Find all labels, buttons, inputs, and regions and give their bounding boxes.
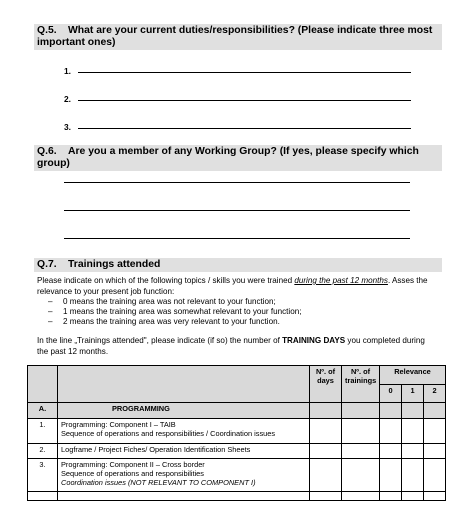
header-topic-cell: [58, 366, 310, 403]
q6-text: Are you a member of any Working Group? (If yes, please specify which group): [37, 146, 419, 169]
row-topic: [58, 419, 310, 444]
days-cell[interactable]: [310, 459, 342, 492]
q6-answer-line-2[interactable]: [64, 210, 410, 211]
q6-header: [34, 145, 442, 171]
q6-answer-line-3[interactable]: [64, 238, 410, 239]
cell: [424, 492, 446, 501]
rel-2-cell[interactable]: [424, 444, 446, 459]
days-cell[interactable]: [310, 419, 342, 444]
q5-answer-line-2[interactable]: [78, 100, 411, 101]
header-rel-1: 1: [402, 384, 424, 403]
days-cell[interactable]: [310, 444, 342, 459]
q6-number: Q.6.: [37, 146, 57, 157]
cell: [380, 492, 402, 501]
section-a-title: PROGRAMMING: [58, 403, 310, 419]
cell: [28, 492, 58, 501]
row-topic: [58, 459, 310, 492]
header-rel-0: 0: [380, 384, 402, 403]
bullet-text: 2 means the training area was very relevant to your function.: [63, 317, 280, 326]
cell: [310, 492, 342, 501]
q5-item-3-num: 3.: [64, 122, 71, 132]
cell: [310, 403, 342, 419]
q5-item-1-num: 1.: [64, 66, 71, 76]
q7-p1-text-end: . Asses the: [387, 276, 428, 285]
bullet-text: 1 means the training area was somewhat relevant to your function;: [63, 307, 302, 316]
row-num: 1.: [28, 419, 58, 444]
q7-p1-text: Please indicate on which of the following topics / skills you were trained: [37, 276, 295, 285]
header-rel-2: 2: [424, 384, 446, 403]
rel-2-cell[interactable]: [424, 459, 446, 492]
rel-1-cell[interactable]: [402, 459, 424, 492]
cell: [402, 492, 424, 501]
bullet-text: 0 means the training area was not relevant to your function;: [63, 297, 276, 306]
q5-answer-line-3[interactable]: [78, 128, 411, 129]
q5-item-2-num: 2.: [64, 94, 71, 104]
q5-number: Q.5.: [37, 25, 57, 36]
table-row: [28, 459, 446, 492]
q7-bullet-2: – 2 means the training area was very relevant to your function.: [48, 317, 280, 326]
row-topic-line: Programming: Component II – Cross border: [61, 460, 205, 469]
row-topic: Logframe / Project Fiches/ Operation Identification Sheets: [58, 444, 310, 459]
section-a-row: [28, 403, 446, 419]
cell: [402, 403, 424, 419]
row-topic-line: Sequence of operations and responsibilities / Coordination issues: [61, 429, 276, 438]
q7-days-instructions: [37, 336, 447, 357]
q5-text: What are your current duties/responsibilities? (Please indicate three most: [68, 25, 433, 36]
trainings-cell[interactable]: [342, 419, 380, 444]
rel-0-cell[interactable]: [380, 459, 402, 492]
rel-1-cell[interactable]: [402, 419, 424, 444]
row-topic-line: Coordination issues (NOT RELEVANT TO COMPONENT I): [61, 478, 256, 487]
header-num-cell: [28, 366, 58, 403]
rel-0-cell[interactable]: [380, 419, 402, 444]
q5-answer-line-1[interactable]: [78, 72, 411, 73]
q7-p1-text-line2: relevance to your present job function:: [37, 286, 175, 296]
q7-p2-text-end: you completed during: [345, 336, 425, 345]
header-trainings: Nº. of trainings: [342, 366, 380, 403]
q7-bullet-0: – 0 means the training area was not relevant to your function;: [48, 297, 276, 306]
table-header-row: [28, 366, 446, 385]
cell: [380, 403, 402, 419]
q7-text: Trainings attended: [68, 259, 161, 270]
rel-1-cell[interactable]: [402, 444, 424, 459]
row-num: 3.: [28, 459, 58, 492]
header-relevance: Relevance: [380, 366, 446, 385]
q7-header: [34, 258, 442, 272]
cell: [58, 492, 310, 501]
table-row: [28, 492, 446, 501]
trainings-table: [27, 365, 446, 501]
q7-p1-emphasis: during the past 12 months: [294, 276, 388, 285]
q7-instructions: [37, 276, 447, 297]
rel-0-cell[interactable]: [380, 444, 402, 459]
row-num: 2.: [28, 444, 58, 459]
q5-text-cont: important ones): [37, 37, 116, 48]
q7-p2-text: In the line „Trainings attended", please indicate (if so) the number of: [37, 336, 283, 345]
q7-bullet-1: – 1 means the training area was somewhat relevant to your function;: [48, 307, 302, 316]
q6-answer-line-1[interactable]: [64, 182, 410, 183]
rel-2-cell[interactable]: [424, 419, 446, 444]
trainings-cell[interactable]: [342, 459, 380, 492]
header-days: Nº. of days: [310, 366, 342, 403]
q5-header: [34, 24, 442, 50]
row-topic-line: Programming: Component I – TAIB: [61, 420, 176, 429]
cell: [342, 403, 380, 419]
cell: [342, 492, 380, 501]
table-row: [28, 419, 446, 444]
q7-p2-text-line2: the past 12 months.: [37, 346, 109, 356]
q7-p2-emphasis: TRAINING DAYS: [282, 336, 346, 345]
trainings-cell[interactable]: [342, 444, 380, 459]
q7-number: Q.7.: [37, 259, 57, 270]
section-a-num: A.: [28, 403, 58, 419]
table-row: [28, 444, 446, 459]
cell: [424, 403, 446, 419]
row-topic-line: Sequence of operations and responsibilities: [61, 469, 204, 478]
